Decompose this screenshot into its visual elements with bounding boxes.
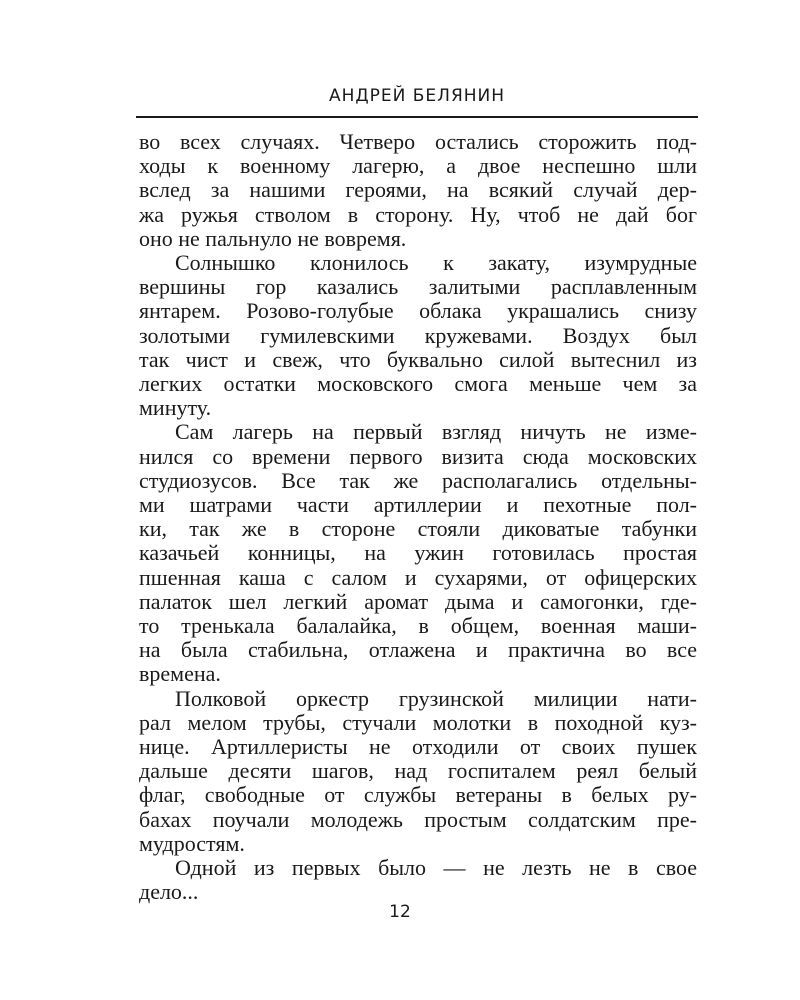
text-line: янтарем. Розово-голубые облака украшались снизу [139,298,697,324]
header-rule [136,116,698,118]
body-text [139,130,697,905]
text-line: казачьей конницы, на ужин готовилась простая [139,540,697,566]
text-line: вслед за нашими героями, на всякий случай дер- [139,177,697,203]
text-line: Одной из первых было — не лезть не в свое [175,855,697,881]
text-line: ми шатрами части артиллерии и пехотные пол- [139,492,697,518]
text-line: Солнышко клонилось к закату, изумрудные [175,250,697,276]
text-line: то тренькала балалайка, в общем, военная маши- [139,613,697,639]
text-line: Сам лагерь на первый взгляд ничуть не изме- [175,419,697,445]
text-line: бахах поучали молодежь простым солдатским пре- [139,806,697,832]
text-line: нился со времени первого визита сюда московских [139,443,697,469]
text-line: ходы к военному лагерю, а двое неспешно шли [139,153,697,179]
text-line: оно не пальнуло не вовремя. [139,225,407,251]
text-line: легких остатки московского смога меньше чем за [139,371,697,397]
text-line: во всех случаях. Четверо остались сторожить под- [139,129,697,154]
text-line: палаток шел легкий аромат дыма и самогонки, гдe- [139,588,697,614]
text-line: ки, так же в стороне стояли диковатые табунки [139,516,697,542]
text-line: Полковой оркестр грузинской милиции нати- [175,685,697,711]
text-line: дело... [139,879,199,905]
text-line: жа ружья стволом в сторону. Ну, чтоб не дай бог [139,201,697,227]
text-line: студиозусов. Все так же располагались отдельны- [139,467,697,493]
text-line: на была стабильна, отлажена и практична во все [139,637,697,663]
running-head-author: АНДРЕЙ БЕЛЯНИН [328,86,506,106]
text-line: мудростям. [139,830,245,856]
text-line: вершины гор казались залитыми расплавленным [139,274,697,300]
text-line: так чист и свеж, что буквально силой вытеснил из [139,346,697,372]
text-line: золотыми гумилевскими кружевами. Воздух был [139,322,697,348]
text-line: флаг, свободные от службы ветераны в белых ру- [139,782,697,808]
text-line: рал мелом трубы, стучали молотки в походной куз- [139,709,697,735]
text-line: нице. Артиллеристы не отходили от своих пушек [139,734,697,760]
page-number: 12 [389,902,411,922]
text-line: времена. [139,661,221,687]
text-line: минуту. [139,395,212,421]
text-line: пшенная каша с салом и сухарями, от офицерских [139,564,697,590]
text-line: дальше десяти шагов, над госпиталем реял белый [139,758,697,784]
